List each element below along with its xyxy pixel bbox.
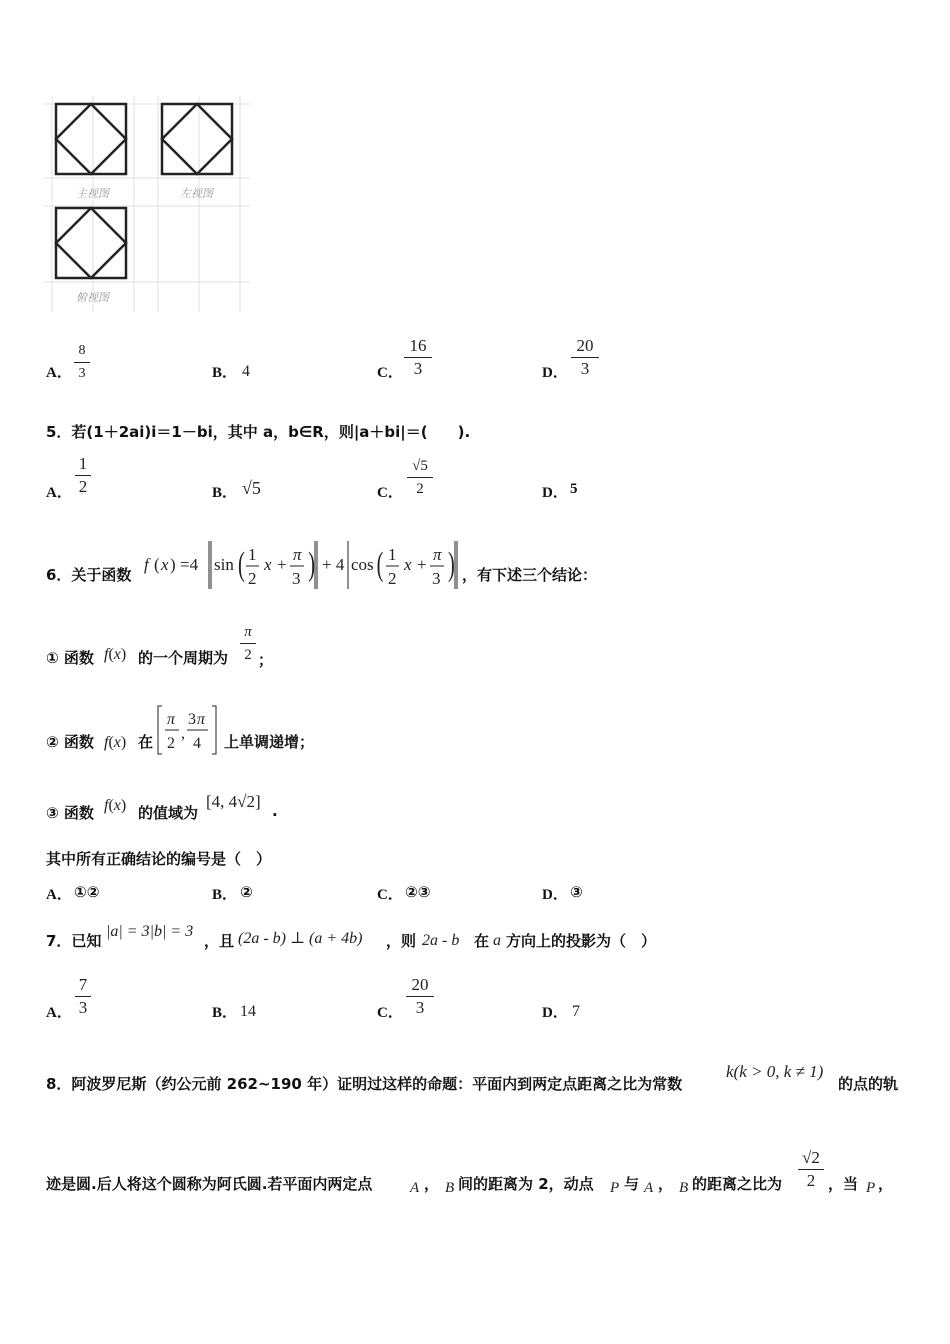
svg-text:π: π [433, 545, 442, 564]
svg-text:1: 1 [248, 545, 257, 564]
q7-option-a-value: 7 3 [75, 975, 91, 1018]
q6-stem-prefix: 6．关于函数 [46, 566, 132, 584]
q6-statement-2-interval [156, 704, 222, 756]
q8-line-2-b: 间的距离为 2，动点 [458, 1175, 594, 1193]
q4-option-a-label: A． [46, 365, 72, 381]
q6-statement-3-func: f(x) [104, 797, 127, 814]
svg-text:): ) [448, 545, 455, 584]
svg-text:4: 4 [193, 735, 201, 752]
svg-text:+: + [277, 555, 287, 574]
q8-ratio: √2 2 [798, 1148, 824, 1191]
q8-comma: ， [424, 1175, 440, 1193]
q6-statement-1-suffix: ； [258, 651, 274, 669]
svg-text:): ) [170, 555, 176, 574]
q7-mid-3: 在 [474, 932, 490, 950]
q6-option-b-value: ② [240, 883, 253, 901]
q5-option-b-value: √5 [242, 478, 261, 498]
svg-text:sin: sin [214, 555, 234, 574]
q7-option-b-value: 14 [240, 1003, 256, 1020]
q7-mid-1: ，且 [204, 932, 235, 950]
q6-statement-1-period: π 2 [240, 622, 256, 665]
q7-option-d-value: 7 [572, 1003, 580, 1020]
q4-option-b-value: 4 [242, 363, 250, 380]
q8-point-b: B [445, 1180, 455, 1196]
q7-expression: 2a - b [422, 932, 460, 949]
svg-text:,: , [181, 725, 185, 742]
svg-text:π: π [293, 545, 302, 564]
side-view-label: 左视图 [180, 188, 213, 200]
q6-option-a-label: A． [46, 887, 72, 903]
svg-text:1: 1 [388, 545, 397, 564]
q4-option-d-label: D． [542, 365, 568, 381]
q7-condition: |a| = 3|b| = 3 [106, 923, 194, 940]
q4-option-c-value: 16 3 [404, 336, 432, 379]
q5-option-d-value: 5 [570, 481, 578, 497]
q7-mid-2: ，则 [386, 932, 417, 950]
svg-text:3: 3 [432, 569, 441, 588]
q6-statement-3-suffix: . [272, 802, 278, 820]
three-view-figure [44, 96, 250, 312]
q8-k-condition: k(k > 0, k ≠ 1) [726, 1062, 824, 1081]
svg-text:2: 2 [388, 569, 397, 588]
q7-perpendicular: (2a - b) ⊥ (a + 4b) [238, 930, 363, 947]
q8-line-1: 8．阿波罗尼斯（约公元前 262~190 年）证明过这样的命题：平面内到两定点距离之比为常数 [46, 1075, 683, 1093]
q6-statement-3-range: [4, 4√2] [206, 792, 261, 811]
q7-option-b-label: B． [212, 1005, 238, 1021]
q5-option-a-value: 1 2 [75, 454, 91, 497]
q4-option-b-label: B． [212, 365, 238, 381]
front-view-label: 主视图 [76, 188, 109, 200]
q6-statement-1-mid: 的一个周期为 [138, 649, 229, 667]
svg-text:x: x [404, 555, 412, 574]
q6-statement-2-suffix: 上单调递增； [224, 733, 315, 751]
svg-text:(: ( [376, 545, 384, 584]
q6-statement-1-prefix: ① 函数 [46, 649, 94, 667]
q8-point-b-2: B [679, 1180, 689, 1196]
q4-option-a-value: 8 3 [74, 341, 90, 384]
q6-statement-1-func: f(x) [104, 646, 127, 663]
q8-line-1-end: 的点的轨 [838, 1075, 899, 1093]
q7-option-c-label: C． [377, 1005, 403, 1021]
svg-text:2: 2 [167, 735, 175, 752]
svg-text:π: π [197, 711, 206, 728]
q5-option-d-label: D． [542, 485, 568, 501]
svg-text:): ) [308, 545, 315, 584]
q6-statement-2-func: f(x) [104, 734, 127, 751]
svg-text:3: 3 [292, 569, 301, 588]
svg-text:f: f [144, 555, 149, 574]
q6-statement-3-mid: 的值域为 [138, 804, 199, 822]
q6-option-b-label: B． [212, 887, 238, 903]
svg-text:x: x [161, 555, 169, 574]
q8-point-a: A [410, 1180, 420, 1196]
q6-statement-2-mid: 在 [138, 733, 154, 751]
svg-text:cos: cos [351, 555, 374, 574]
svg-text:π: π [167, 711, 176, 728]
q6-option-c-value: ②③ [405, 883, 431, 901]
q7-option-d-label: D． [542, 1005, 568, 1021]
q8-comma-2: ， [658, 1175, 674, 1193]
svg-text:(: ( [154, 555, 160, 574]
q6-option-d-label: D． [542, 887, 568, 903]
q8-line-2-d: 的距离之比为 [692, 1175, 783, 1193]
svg-text:3: 3 [188, 711, 196, 728]
top-view [56, 208, 126, 278]
q5-option-c-value: √5 2 [407, 456, 433, 499]
q7-vector: a [493, 932, 501, 949]
q4-option-d-value: 20 3 [571, 336, 599, 379]
q8-line-2-c: 与 [624, 1175, 640, 1193]
svg-text:x: x [264, 555, 272, 574]
q7-option-a-label: A． [46, 1005, 72, 1021]
q8-comma-3: ， [878, 1175, 894, 1193]
q6-option-d-value: ③ [570, 883, 583, 901]
q5-stem: 5．若(1＋2ai)i＝1－bi，其中 a，b∈R，则|a＋bi|＝( ). [46, 423, 471, 441]
q6-ask: 其中所有正确结论的编号是（ ） [46, 850, 272, 868]
q6-statement-3-prefix: ③ 函数 [46, 804, 94, 822]
side-view [162, 104, 232, 174]
q8-point-a-2: A [644, 1180, 654, 1196]
q6-formula [142, 538, 472, 594]
svg-text:+ 4: + 4 [322, 555, 345, 574]
svg-text:+: + [417, 555, 427, 574]
q6-option-a-value: ①② [74, 883, 100, 901]
svg-text:2: 2 [248, 569, 257, 588]
svg-text:=4: =4 [180, 555, 199, 574]
q4-option-c-label: C． [377, 365, 403, 381]
q7-stem-prefix: 7．已知 [46, 932, 102, 950]
q6-statement-2-prefix: ② 函数 [46, 733, 94, 751]
top-view-label: 俯视图 [76, 292, 109, 304]
q8-point-p-2: P [866, 1180, 876, 1196]
q8-line-2-e: ，当 [828, 1175, 859, 1193]
q7-option-c-value: 20 3 [406, 975, 434, 1018]
q6-stem-suffix: ，有下述三个结论： [462, 566, 598, 584]
q7-stem-suffix: 方向上的投影为（ ） [506, 932, 657, 950]
q5-option-c-label: C． [377, 485, 403, 501]
q5-option-b-label: B． [212, 485, 238, 501]
front-view [56, 104, 126, 174]
q8-point-p: P [610, 1180, 620, 1196]
svg-text:(: ( [238, 545, 245, 584]
q6-option-c-label: C． [377, 887, 403, 903]
q8-line-2-a: 迹是圆.后人将这个圆称为阿氏圆.若平面内两定点 [46, 1175, 373, 1193]
q5-option-a-label: A． [46, 485, 72, 501]
